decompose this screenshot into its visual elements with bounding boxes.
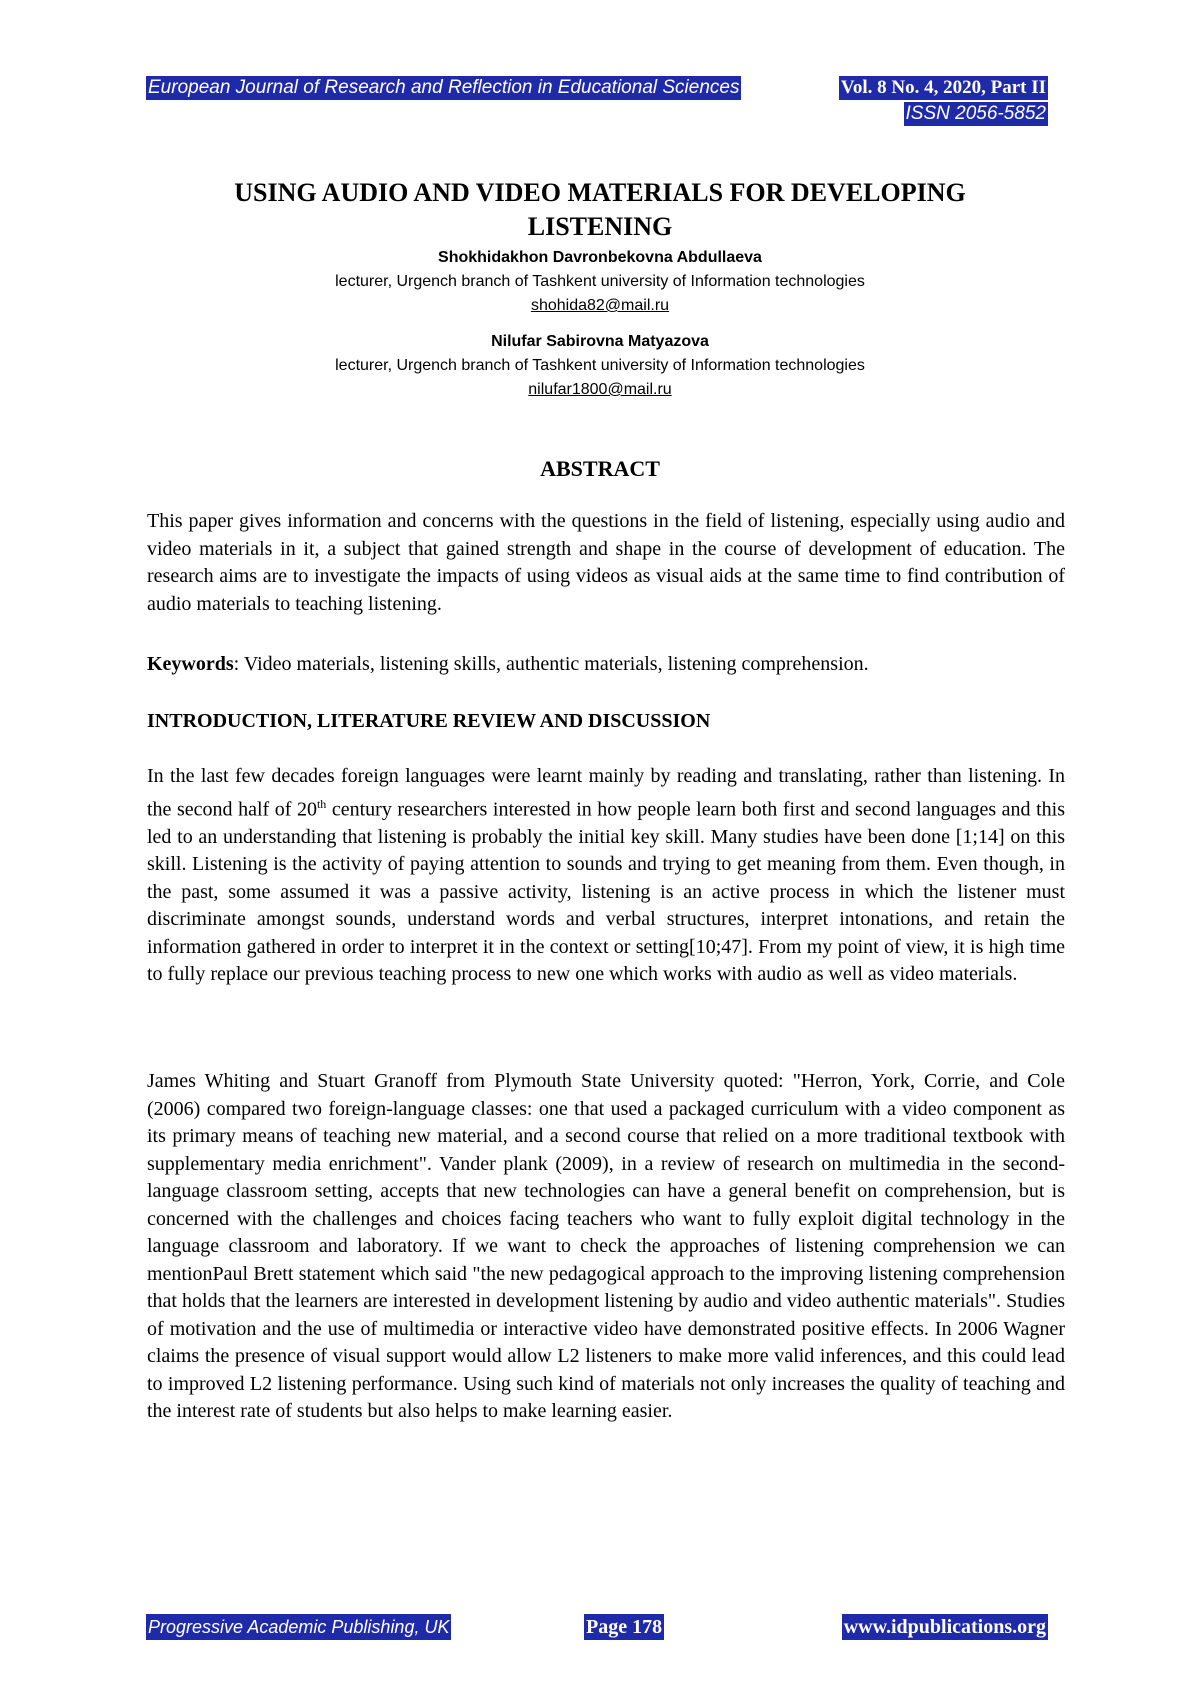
keywords-text: : Video materials, listening skills, authentic materials, listening comprehension. — [233, 653, 869, 675]
author-email[interactable]: nilufar1800@mail.ru — [528, 381, 672, 398]
keywords — [147, 651, 1065, 679]
paragraph-text: In the last few decades foreign languages were learnt mainly by reading and translating, rather than listening. In the second half of 20 — [147, 765, 1065, 821]
journal-name: European Journal of Research and Reflection in Educational Sciences — [148, 77, 740, 98]
introduction-paragraph-1 — [147, 763, 1065, 989]
journal-volume: Vol. 8 No. 4, 2020, Part II — [840, 77, 1046, 98]
author-name: Nilufar Sabirovna Matyazova — [491, 333, 709, 350]
keywords-label: Keywords — [147, 653, 234, 675]
introduction-paragraph-2: James Whiting and Stuart Granoff from Plymouth State University quoted: "Herron, York, Corrie, and Cole (2006) compared two foreign-language classes: one that used a packaged curriculum with a video component as its primary means of teaching new material, and a second course that relied on a more traditional textbook with supplementary media enrichment". Vander plank (2009), in a review of research on multimedia in the second-language classroom setting, accepts that new technologies can have a general benefit on comprehension, but is concerned with the challenges and choices facing teachers who want to fully exploit digital technology in the language classroom and laboratory. If we want to check the approaches of listening comprehension we can mentionPaul Brett statement which said "the new pedagogical approach to the improving listening comprehension that holds that the learners are interested in development listening by audio and video authentic materials". Studies of motivation and the use of multimedia or interactive video have demonstrated positive effects. In 2006 Wagner claims the presence of visual support would allow L2 listeners to make more valid inferences, and this could lead to improved L2 listening performance. Using such kind of materials not only increases the quality of teaching and the interest rate of students but also helps to make learning easier. — [147, 1070, 1065, 1422]
introduction-heading: INTRODUCTION, LITERATURE REVIEW AND DISCUSSION — [147, 710, 711, 732]
abstract-text: This paper gives information and concerns with the questions in the field of listening, especially using audio and video materials in it, a subject that gained strength and shape in the course of development of education. The research aims are to investigate the impacts of using videos as visual aids at the same time to find contribution of audio materials to teaching listening. — [147, 510, 1065, 615]
author-block-2 — [150, 330, 1050, 402]
author-block-1 — [150, 246, 1050, 318]
footer-url[interactable]: www.idpublications.org — [843, 1616, 1046, 1638]
author-affiliation: lecturer, Urgench branch of Tashkent university of Information technologies — [335, 273, 865, 290]
footer-publisher: Progressive Academic Publishing, UK — [146, 1614, 451, 1640]
journal-issn: ISSN 2056-5852 — [905, 103, 1046, 124]
author-email[interactable]: shohida82@mail.ru — [530, 297, 670, 314]
author-affiliation: lecturer, Urgench branch of Tashkent university of Information technologies — [335, 357, 865, 374]
paper-title — [150, 176, 1050, 244]
author-name: Shokhidakhon Davronbekovna Abdullaeva — [438, 249, 762, 266]
abstract-heading: ABSTRACT — [540, 456, 660, 481]
footer-page-number: Page 178 — [586, 1616, 663, 1638]
paper-title-line-1: USING AUDIO AND VIDEO MATERIALS FOR DEVELOPING — [234, 178, 966, 207]
superscript: th — [316, 796, 327, 811]
paper-title-line-2: LISTENING — [527, 212, 673, 241]
paragraph-text: century researchers interested in how people learn both first and second languages and this led to an understanding that listening is probably the initial key skill. Many studies have been done [1;14] on this skill. Listening is the activity of paying attention to sounds and trying to get meaning from them. Even though, in the past, some assumed it was a passive activity, listening is an active process in which the listener must discriminate amongst sounds, understand words and verbal structures, interpret intonations, and retain the information gathered in order to interpret it in the context or setting[10;47]. From my point of view, it is high time to fully replace our previous teaching process to new one which works with audio as well as video materials. — [147, 798, 1065, 986]
